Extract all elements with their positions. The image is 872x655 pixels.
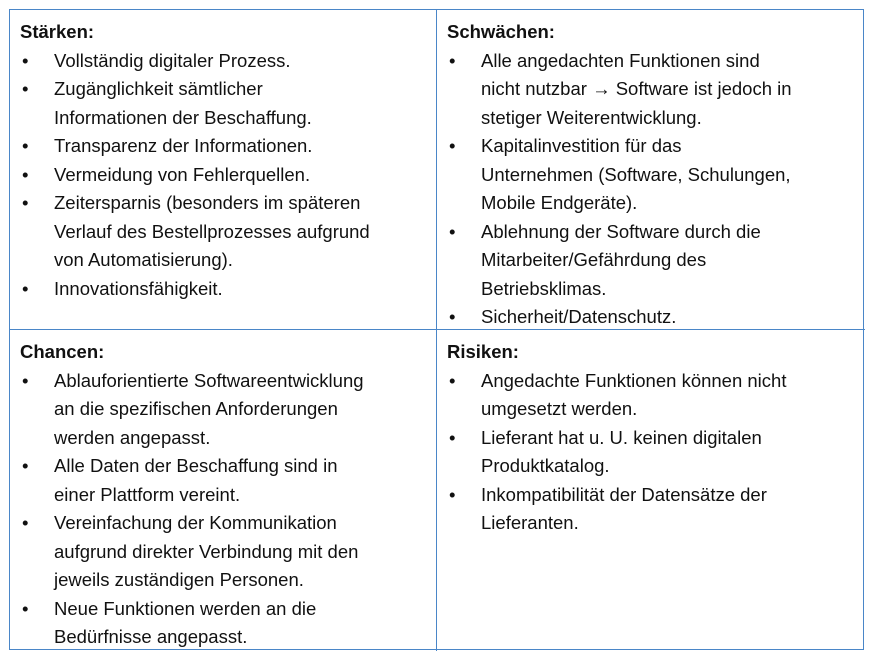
bullet-icon: • (22, 369, 29, 391)
bullet-list (20, 367, 436, 652)
weaknesses-cell (437, 10, 865, 330)
quadrant-title: Risiken: (447, 341, 519, 362)
list-item (20, 132, 436, 161)
item-text-line: Mitarbeiter/Gefährdung des (481, 249, 707, 270)
item-text-line: Ablauforientierte Softwareentwicklung (54, 369, 364, 391)
item-text-line: Vollständig digitaler Prozess. (54, 49, 291, 71)
item-text-line: Innovationsfähigkeit. (54, 277, 223, 299)
bullet-icon: • (449, 220, 456, 242)
bullet-icon: • (449, 483, 456, 505)
item-text-line: Inkompatibilität der Datensätze der (481, 483, 767, 505)
item-text-line: Kapitalinvestition für das (481, 135, 682, 156)
item-text-line: Lieferant hat u. U. keinen digitalen (481, 426, 762, 448)
item-text-line: stetiger Weiterentwicklung. (481, 106, 702, 128)
list-item (447, 367, 865, 424)
item-text-line: an die spezifischen Anforderungen (54, 398, 338, 419)
item-text-line: jeweils zuständigen Personen. (54, 569, 304, 590)
list-item (447, 303, 865, 332)
list-item (20, 189, 436, 275)
list-item (20, 595, 436, 652)
item-text-line: nicht nutzbar → Software ist jedoch in (481, 78, 792, 99)
list-item (20, 509, 436, 595)
bullet-icon: • (22, 135, 29, 156)
item-text-line: Zugänglichkeit sämtlicher (54, 78, 263, 99)
item-text-line: Unternehmen (Software, Schulungen, (481, 163, 791, 185)
bullet-icon: • (22, 455, 29, 476)
item-text-line: Transparenz der Informationen. (54, 135, 313, 156)
bullet-icon: • (449, 426, 456, 448)
item-text-line: Betriebsklimas. (481, 277, 607, 299)
opportunities-cell (10, 330, 437, 651)
item-text-line: einer Plattform vereint. (54, 483, 241, 505)
bullet-icon: • (22, 277, 29, 299)
list-item (20, 161, 436, 190)
item-text-line: Bedürfnisse angepasst. (54, 626, 248, 647)
bullet-icon: • (22, 512, 29, 533)
item-text-line: Zeitersparnis (besonders im späteren (54, 192, 361, 213)
item-text-line: Produktkatalog. (481, 455, 610, 476)
bullet-icon: • (22, 192, 29, 213)
item-text-line: Informationen der Beschaffung. (54, 106, 312, 128)
item-text-line: umgesetzt werden. (481, 398, 638, 419)
item-text-line: Lieferanten. (481, 512, 579, 533)
strengths-cell (10, 10, 437, 330)
bullet-icon: • (22, 49, 29, 71)
item-text-line: Neue Funktionen werden an die (54, 597, 317, 619)
item-text-line: Vermeidung von Fehlerquellen. (54, 163, 311, 185)
bullet-icon: • (449, 49, 456, 71)
item-text-line: werden angepasst. (54, 426, 211, 448)
quadrant-title: Stärken: (20, 21, 95, 42)
bullet-icon: • (449, 369, 456, 391)
quadrant-title: Schwächen: (447, 21, 555, 42)
item-text-line: Angedachte Funktionen können nicht (481, 369, 787, 391)
list-item (20, 275, 436, 304)
item-text-line: Sicherheit/Datenschutz. (481, 306, 677, 327)
quadrant-title: Chancen: (20, 341, 105, 362)
item-text-line: Ablehnung der Software durch die (481, 220, 761, 242)
list-item (20, 452, 436, 509)
threats-cell (437, 330, 865, 651)
item-text-line: Alle Daten der Beschaffung sind in (54, 455, 338, 476)
item-text-line: von Automatisierung). (54, 249, 233, 270)
bullet-icon: • (449, 135, 456, 156)
list-item (447, 424, 865, 481)
item-text-line: aufgrund direkter Verbindung mit den (54, 540, 359, 562)
list-item (20, 367, 436, 453)
item-text-line: Mobile Endgeräte). (481, 192, 638, 213)
bullet-list (447, 47, 865, 332)
list-item (20, 75, 436, 132)
bullet-icon: • (449, 306, 456, 327)
list-item (20, 47, 436, 76)
bullet-icon: • (22, 597, 29, 619)
bullet-icon: • (22, 78, 29, 99)
list-item (447, 481, 865, 538)
list-item (447, 218, 865, 304)
bullet-list (20, 47, 436, 304)
swot-table (9, 9, 864, 650)
item-text-line: Verlauf des Bestellprozesses aufgrund (54, 220, 370, 242)
list-item (447, 132, 865, 218)
bullet-icon: • (22, 163, 29, 185)
bullet-list (447, 367, 865, 538)
item-text-line: Alle angedachten Funktionen sind (481, 49, 760, 71)
item-text-line: Vereinfachung der Kommunikation (54, 512, 337, 533)
list-item (447, 47, 865, 133)
